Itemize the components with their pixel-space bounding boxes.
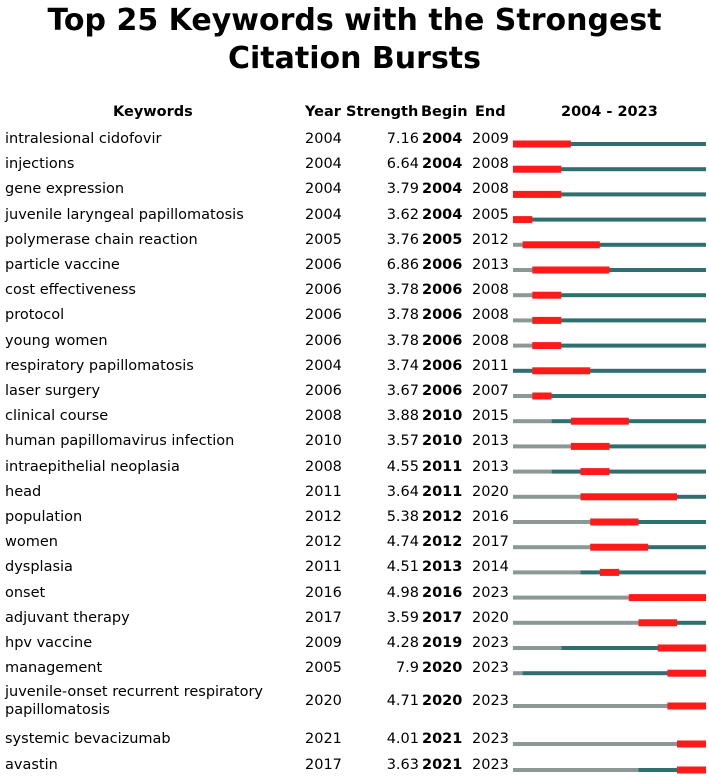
begin-value: 2017 (422, 609, 463, 626)
end-value: 2023 (472, 693, 509, 709)
end-value: 2008 (472, 332, 509, 349)
header-strength: Strength (346, 104, 419, 120)
year-value: 2004 (305, 181, 342, 198)
end-value: 2023 (472, 731, 509, 747)
burst-bar (581, 493, 678, 500)
burst-bar (532, 367, 590, 374)
keyword-label: injections (5, 156, 75, 173)
begin-value: 2021 (422, 731, 463, 747)
burst-bar (667, 703, 706, 710)
begin-value: 2011 (422, 458, 463, 475)
timeline-before-segment (513, 742, 677, 746)
keyword-label: clinical course (5, 408, 109, 425)
end-value: 2023 (472, 635, 509, 651)
year-value: 2005 (305, 231, 342, 248)
header-keywords: Keywords (113, 104, 193, 120)
timeline-before-segment (513, 419, 552, 423)
timeline-before-segment (513, 768, 639, 772)
timeline-before-segment (513, 520, 590, 524)
year-value: 2012 (305, 509, 342, 525)
keyword-label: juvenile laryngeal papillomatosis (5, 206, 244, 223)
strength-value: 3.88 (386, 408, 419, 425)
begin-value: 2012 (422, 509, 463, 525)
timeline-before-segment (513, 344, 532, 348)
begin-value: 2006 (422, 307, 463, 324)
timeline-before-segment (513, 470, 552, 474)
strength-value: 7.9 (395, 660, 419, 677)
end-value: 2013 (472, 433, 509, 450)
keyword-label: dysplasia (5, 559, 73, 576)
keyword-label: intralesional cidofovir (5, 131, 162, 147)
year-value: 2006 (305, 282, 342, 299)
strength-value: 3.78 (386, 332, 419, 349)
timeline-before-segment (513, 293, 532, 297)
header-end: End (475, 104, 506, 120)
burst-bar (513, 191, 561, 198)
end-value: 2008 (472, 307, 509, 324)
begin-value: 2005 (422, 231, 463, 248)
keyword-label: young women (5, 332, 108, 349)
begin-value: 2016 (422, 584, 463, 601)
year-value: 2017 (305, 609, 342, 626)
strength-value: 6.64 (386, 156, 419, 173)
header-begin: Begin (421, 104, 468, 120)
end-value: 2017 (472, 534, 509, 551)
keyword-label: population (5, 509, 83, 525)
burst-bar (658, 645, 706, 652)
timeline-before-segment (513, 394, 532, 398)
begin-value: 2011 (422, 483, 463, 500)
keyword-label: avastin (5, 757, 58, 773)
begin-value: 2004 (422, 131, 463, 147)
begin-value: 2020 (422, 660, 463, 677)
begin-value: 2006 (422, 332, 463, 349)
burst-bar (513, 166, 561, 173)
chart-title-line-1: Top 25 Keywords with the Strongest (47, 3, 662, 38)
burst-bar (532, 267, 609, 274)
end-value: 2020 (472, 609, 509, 626)
burst-bar (571, 443, 610, 450)
keyword-label: protocol (5, 307, 65, 324)
strength-value: 6.86 (386, 257, 419, 273)
strength-value: 4.98 (386, 584, 419, 601)
end-value: 2005 (472, 206, 509, 223)
strength-value: 3.78 (386, 307, 419, 324)
keyword-label: systemic bevacizumab (5, 731, 171, 747)
year-value: 2010 (305, 433, 342, 450)
keyword-label: laser surgery (5, 383, 101, 399)
year-value: 2004 (305, 206, 342, 223)
burst-bar (629, 594, 706, 601)
end-value: 2015 (472, 408, 509, 425)
year-value: 2006 (305, 307, 342, 324)
keyword-label: adjuvant therapy (5, 609, 130, 626)
burst-bar (532, 317, 561, 324)
keyword-label: particle vaccine (5, 257, 120, 273)
end-value: 2008 (472, 181, 509, 198)
year-value: 2004 (305, 156, 342, 173)
year-value: 2004 (305, 357, 342, 374)
timeline-before-segment (513, 495, 581, 499)
keyword-label: polymerase chain reaction (5, 231, 198, 248)
begin-value: 2004 (422, 181, 463, 198)
burst-bar (581, 468, 610, 475)
timeline-before-segment (513, 545, 590, 549)
begin-value: 2006 (422, 282, 463, 299)
begin-value: 2010 (422, 408, 463, 425)
end-value: 2023 (472, 757, 509, 773)
timeline-before-segment (513, 704, 667, 708)
burst-bar (677, 741, 706, 748)
strength-value: 3.76 (386, 231, 419, 248)
timeline-before-segment (513, 570, 581, 574)
end-value: 2013 (472, 257, 509, 273)
strength-value: 3.78 (386, 282, 419, 299)
year-value: 2008 (305, 408, 342, 425)
strength-value: 7.16 (386, 131, 419, 147)
strength-value: 3.59 (386, 609, 419, 626)
keyword-label: intraepithelial neoplasia (5, 458, 180, 475)
burst-bar (532, 292, 561, 299)
burst-bar (523, 241, 600, 248)
keyword-label: management (5, 660, 103, 677)
timeline-active-segment (532, 394, 706, 398)
year-value: 2021 (305, 731, 342, 747)
year-value: 2006 (305, 383, 342, 399)
end-value: 2016 (472, 509, 509, 525)
timeline-active-segment (513, 218, 706, 222)
begin-value: 2019 (422, 635, 463, 651)
end-value: 2023 (472, 660, 509, 677)
year-value: 2005 (305, 660, 342, 677)
begin-value: 2006 (422, 383, 463, 399)
strength-value: 4.74 (386, 534, 419, 551)
timeline-before-segment (513, 671, 523, 675)
begin-value: 2004 (422, 156, 463, 173)
strength-value: 4.51 (386, 559, 419, 576)
strength-value: 3.79 (386, 181, 419, 198)
strength-value: 3.64 (386, 483, 419, 500)
burst-bar (677, 767, 706, 774)
strength-value: 4.71 (386, 693, 419, 709)
strength-value: 3.63 (386, 757, 419, 773)
end-value: 2013 (472, 458, 509, 475)
end-value: 2008 (472, 282, 509, 299)
begin-value: 2006 (422, 257, 463, 273)
strength-value: 3.57 (386, 433, 419, 450)
burst-bar (639, 619, 678, 626)
keyword-label: cost effectiveness (5, 282, 136, 299)
end-value: 2012 (472, 231, 509, 248)
strength-value: 4.55 (386, 458, 419, 475)
end-value: 2014 (472, 559, 509, 576)
strength-value: 4.28 (386, 635, 419, 651)
begin-value: 2004 (422, 206, 463, 223)
burst-bar (532, 393, 551, 400)
year-value: 2012 (305, 534, 342, 551)
timeline-before-segment (513, 318, 532, 322)
begin-value: 2006 (422, 357, 463, 374)
burst-bar (590, 544, 648, 551)
keyword-label: hpv vaccine (5, 635, 93, 651)
burst-bar (532, 342, 561, 349)
timeline-before-segment (513, 646, 561, 650)
begin-value: 2010 (422, 433, 463, 450)
timeline-before-segment (513, 268, 532, 272)
burst-bar (571, 418, 629, 425)
end-value: 2008 (472, 156, 509, 173)
end-value: 2007 (472, 383, 509, 399)
strength-value: 3.62 (386, 206, 419, 223)
year-value: 2016 (305, 584, 342, 601)
timeline-before-segment (513, 444, 571, 448)
begin-value: 2013 (422, 559, 463, 576)
year-value: 2011 (305, 559, 342, 576)
timeline-active-segment (552, 470, 706, 474)
keyword-label: women (5, 534, 58, 551)
year-value: 2017 (305, 757, 342, 773)
keyword-label: human papillomavirus infection (5, 433, 235, 450)
keyword-label: onset (5, 584, 46, 601)
year-value: 2008 (305, 458, 342, 475)
timeline-before-segment (513, 243, 523, 247)
end-value: 2009 (472, 131, 509, 147)
begin-value: 2021 (422, 757, 463, 773)
keyword-label: gene expression (5, 181, 125, 198)
chart-title-line-2: Citation Bursts (228, 41, 481, 76)
header-year-range: 2004 - 2023 (561, 104, 658, 120)
strength-value: 5.38 (386, 509, 419, 525)
year-value: 2009 (305, 635, 342, 651)
burst-bar (590, 519, 638, 526)
timeline-before-segment (513, 596, 629, 600)
end-value: 2023 (472, 584, 509, 601)
year-value: 2004 (305, 131, 342, 147)
strength-value: 4.01 (386, 731, 419, 747)
timeline-active-segment (581, 570, 707, 574)
burst-bar (667, 670, 706, 677)
header-year: Year (305, 104, 341, 120)
end-value: 2011 (472, 357, 509, 374)
year-value: 2006 (305, 257, 342, 273)
year-value: 2006 (305, 332, 342, 349)
end-value: 2020 (472, 483, 509, 500)
year-value: 2020 (305, 693, 342, 709)
burst-bar (513, 141, 571, 148)
burst-bar (513, 216, 532, 223)
begin-value: 2020 (422, 693, 463, 709)
timeline-before-segment (513, 621, 639, 625)
begin-value: 2012 (422, 534, 463, 551)
keyword-label: respiratory papillomatosis (5, 357, 194, 374)
strength-value: 3.67 (386, 383, 419, 399)
keyword-label: juvenile-onset recurrent respiratory papillomatosis (5, 684, 263, 718)
burst-bar (600, 569, 619, 576)
strength-value: 3.74 (386, 357, 419, 374)
keyword-label: head (5, 483, 42, 500)
year-value: 2011 (305, 483, 342, 500)
